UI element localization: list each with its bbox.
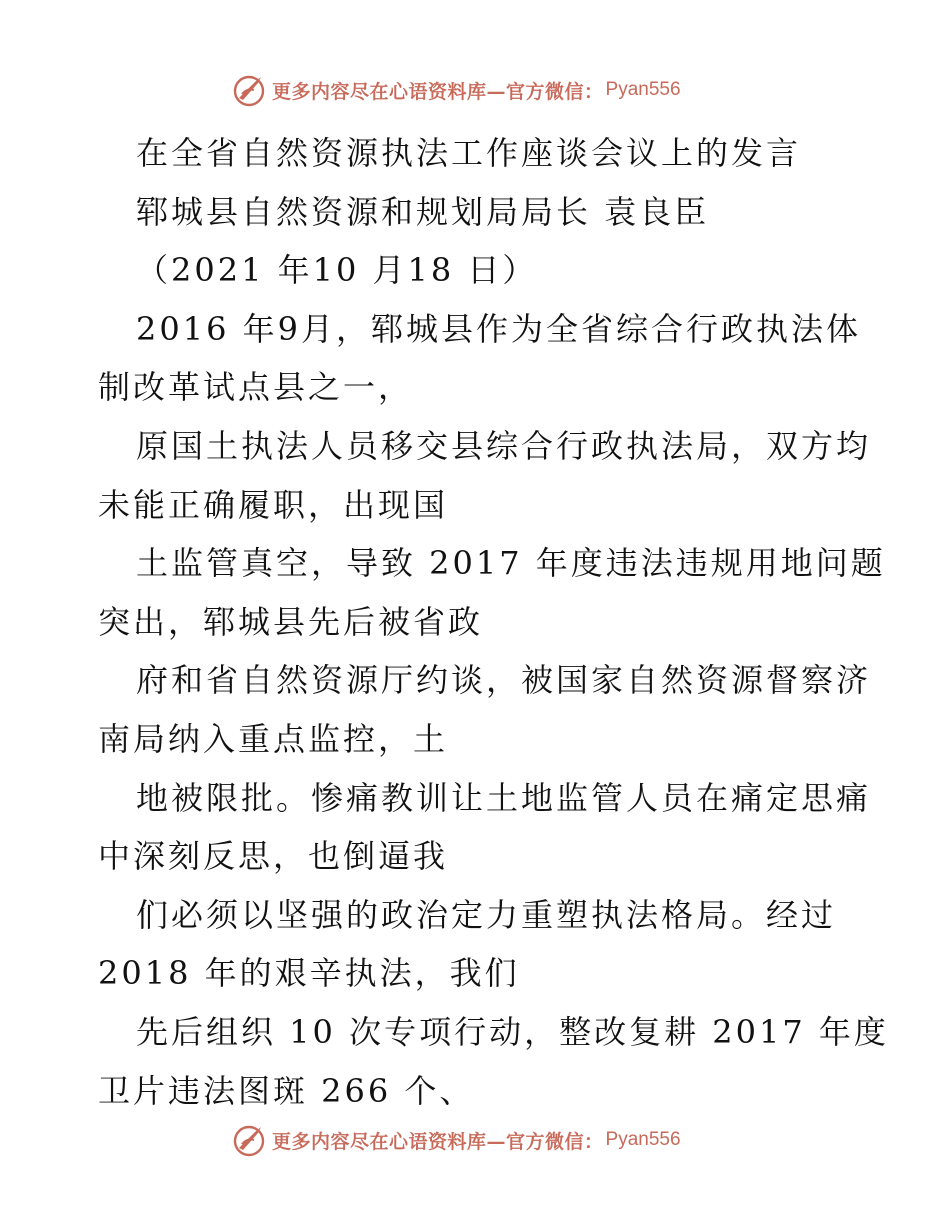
watermark-banner-bottom bbox=[232, 1122, 732, 1158]
watermark-text: 更多内容尽在心语资料库—官方微信： bbox=[272, 1130, 604, 1153]
paragraph-line: 地被限批。惨痛教训让土地监管人员在痛定思痛 bbox=[136, 778, 872, 817]
paragraph-line: 先后组织 10 次专项行动，整改复耕 2017 年度 bbox=[136, 1012, 889, 1051]
paragraph-line: 突出，郓城县先后被省政 bbox=[98, 602, 484, 641]
watermark-wechat-id: Pyan556 bbox=[605, 1129, 681, 1150]
document-body bbox=[98, 124, 889, 1120]
paragraph-line: 2016 年9月，郓城县作为全省综合行政执法体 bbox=[136, 309, 861, 348]
paragraph-line: 未能正确履职，出现国 bbox=[98, 485, 449, 524]
paragraph-line: 中深刻反思，也倒逼我 bbox=[98, 837, 449, 876]
paragraph-line: 府和省自然资源厅约谈，被国家自然资源督察济 bbox=[136, 661, 872, 700]
paragraph-line: 2018 年的艰辛执法，我们 bbox=[98, 954, 520, 993]
document-author: 郓城县自然资源和规划局局长 袁良臣 bbox=[136, 192, 710, 231]
paragraph-line: 们必须以坚强的政治定力重塑执法格局。经过 bbox=[136, 895, 837, 934]
document-title: 在全省自然资源执法工作座谈会议上的发言 bbox=[136, 134, 802, 172]
brush-logo-icon bbox=[232, 72, 268, 108]
watermark-text: 更多内容尽在心语资料库—官方微信： bbox=[272, 80, 604, 103]
watermark-wechat-id: Pyan556 bbox=[605, 79, 681, 100]
paragraph-line: 土监管真空，导致 2017 年度违法违规用地问题 bbox=[136, 544, 886, 583]
paragraph-line: 卫片违法图斑 266 个、 bbox=[98, 1071, 475, 1110]
brush-logo-icon bbox=[232, 1122, 268, 1158]
paragraph-line: 原国土执法人员移交县综合行政执法局，双方均 bbox=[136, 426, 872, 465]
watermark-banner-top bbox=[232, 72, 732, 108]
document-date: （2021 年10 月18 日） bbox=[136, 251, 538, 290]
paragraph-line: 南局纳入重点监控，土 bbox=[98, 719, 449, 758]
paragraph-line: 制改革试点县之一， bbox=[98, 368, 414, 407]
